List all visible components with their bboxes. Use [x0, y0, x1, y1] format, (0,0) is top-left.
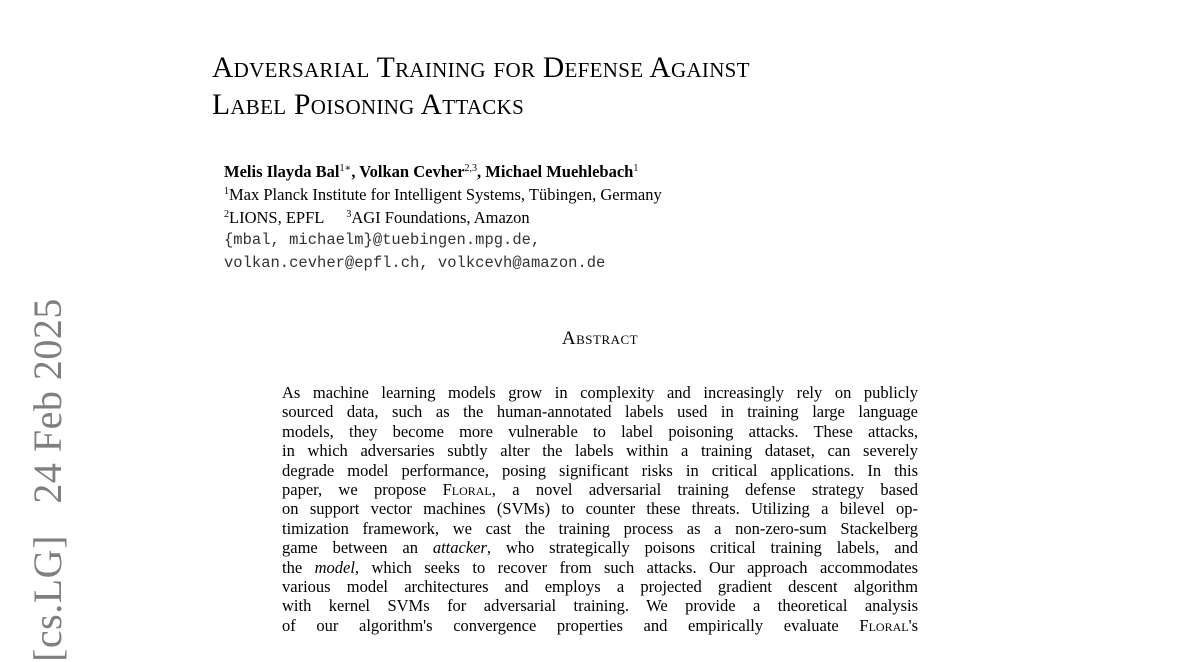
affiliation-text: LIONS, EPFL [229, 208, 325, 227]
abstract-line: As machine learning models grow in complexity and increasingly rely on publicly [282, 383, 918, 402]
affil-marker: 3 [346, 209, 352, 220]
emphasis-model: model [314, 557, 355, 577]
abstract-heading: Abstract [561, 328, 639, 349]
affiliation-line [224, 206, 662, 229]
affiliation-text: AGI Foundations, Amazon [351, 208, 530, 227]
abstract-text-run: , a novel adversarial training defense strategy based [491, 480, 918, 500]
abstract-text-run: 's [908, 615, 918, 635]
title-line-1: Adversarial Training for Defense Against [212, 52, 750, 84]
affil-marker: 1 [224, 186, 229, 197]
title-line-2: Label Poisoning Attacks [212, 89, 525, 121]
abstract-line [282, 480, 918, 499]
abstract-line: with kernel SVMs for adversarial training. We provide a theoretical analysis [282, 596, 918, 616]
author-affil-marker: 1∗ [339, 163, 352, 174]
abstract-line: sourced data, such as the human-annotated labels used in training large language [282, 402, 918, 422]
email-line: {mbal, michaelm}@tuebingen.mpg.de, [224, 231, 541, 249]
affiliation-text: Max Planck Institute for Intelligent Systems, Tübingen, Germany [229, 185, 662, 204]
method-name: Floral [442, 480, 492, 500]
abstract-text-run: , who strategically poisons critical training labels, and [486, 538, 919, 558]
abstract-line: various model architectures and employs a projected gradient descent algorithm [282, 577, 918, 597]
abstract-text-run: of our algorithm's convergence properties and empirically evaluate [282, 615, 839, 635]
email-line: volkan.cevher@epfl.ch, volkcevh@amazon.de [224, 254, 606, 272]
abstract-text-run: game between an [282, 538, 418, 558]
author-block [224, 160, 662, 275]
abstract-line [282, 616, 918, 635]
paper-title [212, 50, 750, 124]
author-name: Volkan Cevher [359, 162, 465, 181]
abstract-text-run: paper, we propose [282, 480, 427, 500]
abstract-body [282, 383, 918, 635]
abstract-text-run: the [282, 557, 303, 577]
author-list: Melis Ilayda Bal$^{1∗}$, Volkan Cevher$^{2,3}$, Michael Muehlebach$^1$ [224, 162, 639, 181]
author-name: Michael Muehlebach [485, 162, 634, 181]
arxiv-side-stamp: [cs.LG] 24 Feb 2025 [25, 298, 70, 662]
emphasis-attacker: attacker [432, 538, 487, 558]
method-name: Floral [859, 615, 909, 635]
abstract-line [282, 558, 918, 577]
affil-marker: 2 [224, 209, 229, 220]
abstract-text-run: , which seeks to recover from such attacks. Our approach accommodates [354, 557, 918, 577]
affiliation-line [224, 183, 662, 206]
author-affil-marker: 1 [633, 163, 639, 174]
author-name: Melis Ilayda Bal [224, 162, 340, 181]
abstract-line [282, 538, 918, 557]
abstract-line: on support vector machines (SVMs) to counter these threats. Utilizing a bilevel op- [282, 499, 918, 519]
abstract-line: timization framework, we cast the training process as a non-zero-sum Stackelberg [282, 518, 918, 538]
abstract-line: degrade model performance, posing significant risks in critical applications. In this [282, 460, 918, 480]
abstract-line: in which adversaries subtly alter the labels within a training dataset, can severely [282, 441, 918, 461]
abstract-line: models, they become more vulnerable to label poisoning attacks. These attacks, [282, 421, 918, 441]
author-affil-marker: 2,3 [464, 163, 478, 174]
